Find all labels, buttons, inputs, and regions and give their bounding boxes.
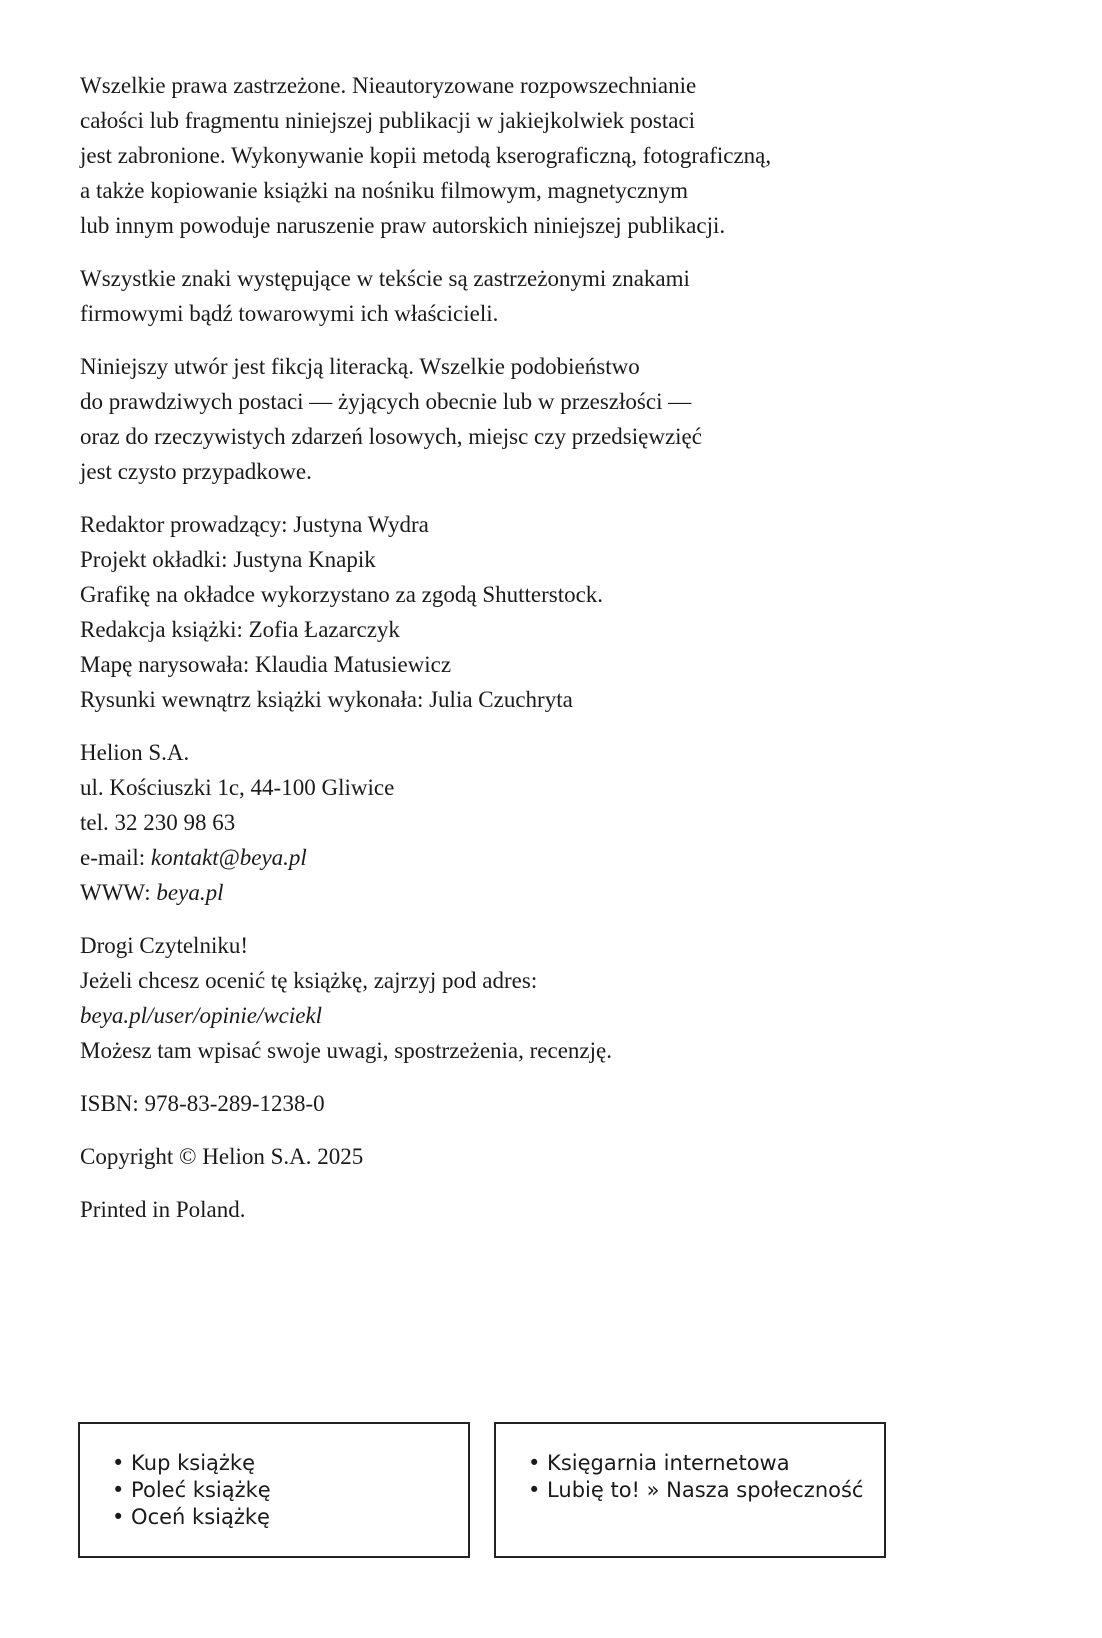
fiction-line: Niniejszy utwór jest fikcją literacką. Wszelkie podobieństwo [80,354,640,379]
email-label: e-mail: [80,845,151,870]
fiction-line: jest czysto przypadkowe. [80,459,312,484]
rights-line: a także kopiowanie książki na nośniku filmowym, magnetycznym [80,178,689,203]
fiction-line: oraz do rzeczywistych zdarzeń losowych, miejsc czy przedsięwzięć [80,424,702,449]
publisher-email-row [80,840,980,875]
trademarks-line: Wszystkie znaki występujące w tekście są zastrzeżonymi znakami [80,266,690,291]
trademarks-line: firmowymi bądź towarowymi ich właścicieli. [80,301,499,326]
review-url-link[interactable]: beya.pl/user/opinie/wciekl [80,1003,323,1028]
rights-paragraph [80,68,980,243]
rights-line: lub innym powoduje naruszenie praw autorskich niniejszej publikacji. [80,213,726,238]
printed-in: Printed in Poland. [80,1197,246,1222]
www-label: WWW: [80,880,157,905]
publisher-www-row [80,875,980,910]
book-actions-box [78,1422,470,1558]
store-links-box [494,1422,886,1558]
rights-line: jest zabronione. Wykonywanie kopii metodą kserograficzną, fotograficzną, [80,143,772,168]
credit-line: Mapę narysowała: Klaudia Matusiewicz [80,652,452,677]
rate-book-link[interactable]: • Oceń książkę [112,1505,270,1529]
isbn: ISBN: 978-83-289-1238-0 [80,1091,325,1116]
buy-book-link[interactable]: • Kup książkę [112,1451,256,1475]
credit-line: Redakcja książki: Zofia Łazarczyk [80,617,400,642]
credit-line: Grafikę na okładce wykorzystano za zgodą Shutterstock. [80,582,604,607]
trademarks-paragraph [80,261,980,331]
credit-line: Rysunki wewnątrz książki wykonała: Julia Czuchryta [80,687,573,712]
reader-greeting: Drogi Czytelniku! [80,933,248,958]
copyright: Copyright © Helion S.A. 2025 [80,1144,364,1169]
email-link[interactable]: kontakt@beya.pl [150,845,307,870]
credit-line: Projekt okładki: Justyna Knapik [80,547,376,572]
community-link[interactable]: • Lubię to! » Nasza społeczność [528,1478,864,1502]
rights-line: Wszelkie prawa zastrzeżone. Nieautoryzowane rozpowszechnianie [80,73,697,98]
fiction-line: do prawdziwych postaci — żyjących obecnie lub w przeszłości — [80,389,692,414]
reader-paragraph [80,928,980,1068]
imprint-page [80,68,980,1245]
publisher-name: Helion S.A. [80,740,190,765]
reader-invite: Jeżeli chcesz ocenić tę książkę, zajrzyj pod adres: [80,968,538,993]
recommend-book-link[interactable]: • Poleć książkę [112,1478,271,1502]
credit-line: Redaktor prowadzący: Justyna Wydra [80,512,429,537]
reader-note: Możesz tam wpisać swoje uwagi, spostrzeżenia, recenzję. [80,1038,612,1063]
online-bookstore-link[interactable]: • Księgarnia internetowa [528,1451,790,1475]
rights-line: całości lub fragmentu niniejszej publikacji w jakiejkolwiek postaci [80,108,696,133]
publisher-phone: tel. 32 230 98 63 [80,810,236,835]
publisher-address: ul. Kościuszki 1c, 44-100 Gliwice [80,775,395,800]
publisher-paragraph [80,735,980,910]
credits-paragraph [80,507,980,717]
fiction-paragraph [80,349,980,489]
www-link[interactable]: beya.pl [156,880,224,905]
